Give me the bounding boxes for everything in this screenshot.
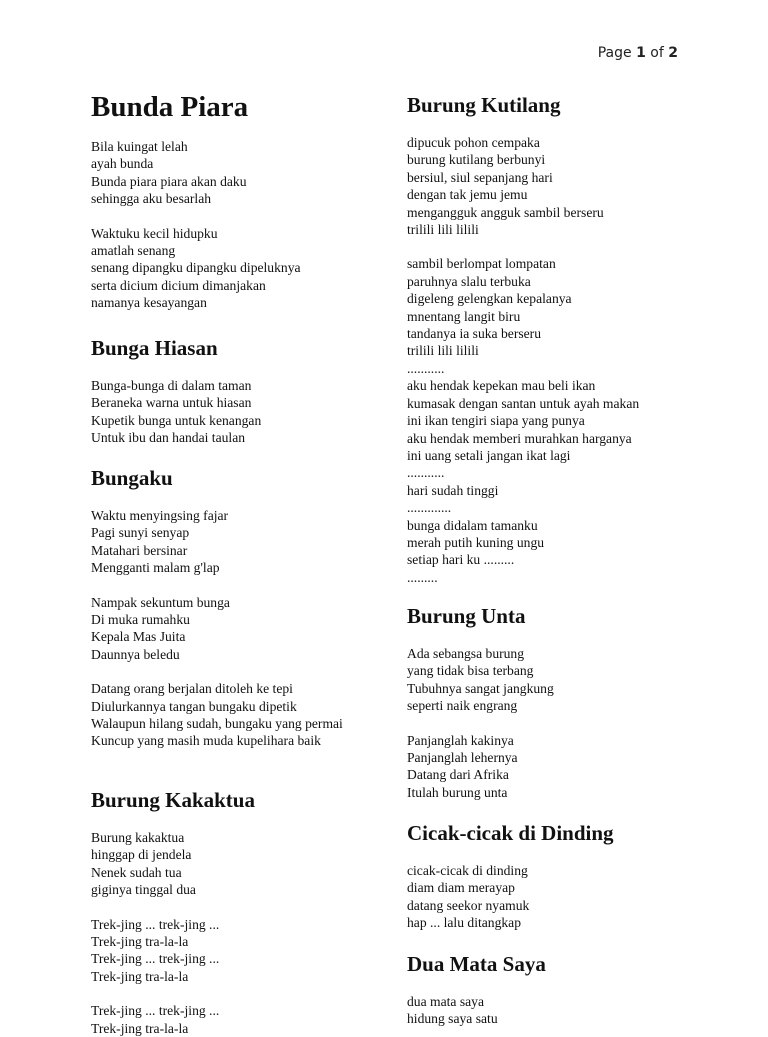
poem-line: .............	[407, 500, 452, 516]
poem-line: merah putih kuning ungu	[407, 534, 545, 550]
poem-line: Tubuhnya sangat jangkung	[407, 680, 554, 696]
poem-line: Ada sebangsa burung	[407, 646, 525, 661]
poem-title: Bungaku	[91, 466, 173, 490]
poem-line: sehingga aku besarlah	[91, 191, 212, 207]
poem-line: dipucuk pohon cempaka	[407, 135, 540, 150]
poem-line: Panjanglah kakinya	[407, 732, 514, 748]
poem-line: yang tidak bisa terbang	[407, 663, 534, 679]
page-of: of	[650, 45, 664, 61]
poem-line: Di muka rumahku	[91, 612, 190, 628]
poem-line: Datang orang berjalan ditoleh ke tepi	[91, 681, 293, 697]
current-page-number: 1	[636, 45, 646, 61]
poem-line: Nampak sekuntum bunga	[91, 594, 230, 610]
poem-title: Burung Unta	[407, 604, 526, 628]
poem-line: Pagi sunyi senyap	[91, 525, 190, 541]
total-page-number: 2	[668, 45, 678, 61]
poem-line: Burung kakaktua	[91, 830, 185, 845]
poem-line: Matahari bersinar	[91, 542, 188, 558]
poem-line: serta dicium dicium dimanjakan	[91, 277, 266, 293]
poem-line: kumasak dengan santan untuk ayah makan	[407, 395, 640, 411]
poem-line: hinggap di jendela	[91, 847, 192, 863]
poem-line: ...........	[407, 360, 445, 376]
poem-line: hap ... lalu ditangkap	[407, 915, 522, 931]
poem-title: Bunga Hiasan	[91, 336, 218, 360]
poem-stanza	[91, 138, 381, 208]
poem-line: Walaupun hilang sudah, bungaku yang permai Kuncup yang masih muda kupelihara baik	[91, 716, 343, 749]
poem-section	[91, 90, 381, 329]
page-prefix: Page	[597, 45, 632, 61]
poem-line: Mengganti malam g'lap	[91, 560, 220, 576]
poem-section	[407, 820, 707, 949]
poem-line: aku hendak memberi murahkan harganya	[407, 430, 632, 446]
poem-stanza	[91, 829, 381, 899]
poem-line: Trek-jing tra-la-la	[91, 968, 189, 984]
poem-stanza	[91, 225, 381, 312]
poem-line: Trek-jing ... trek-jing ...	[91, 951, 220, 967]
poem-stanza	[407, 255, 707, 586]
page-indicator	[598, 45, 678, 61]
poem-line: Kupetik bunga untuk kenangan	[91, 412, 262, 428]
poem-line: Nenek sudah tua	[91, 864, 182, 880]
poem-section	[407, 92, 707, 603]
poem-stanza	[91, 916, 381, 986]
poem-line: Trek-jing ... trek-jing ...	[91, 1003, 220, 1019]
poem-line: Trek-jing tra-la-la	[91, 934, 189, 950]
poem-line: tandanya ia suka berseru	[407, 326, 541, 342]
poem-title: Dua Mata Saya	[407, 952, 546, 976]
poem-line: dengan tak jemu jemu	[407, 187, 528, 203]
poem-line: Bunga-bunga di dalam taman	[91, 378, 252, 393]
poem-line: ini ikan tengiri siapa yang punya	[407, 413, 585, 429]
poem-line: Trek-jing ... trek-jing ...	[91, 916, 220, 932]
poem-stanza	[91, 377, 381, 447]
poem-line: hari sudah tinggi	[407, 482, 499, 498]
poem-line: setiap hari ku .........	[407, 552, 515, 568]
poem-section	[91, 465, 381, 767]
poem-line: amatlah senang	[91, 243, 176, 259]
poem-section	[407, 603, 707, 818]
poem-title: Burung Kutilang	[407, 93, 561, 117]
poem-line: Bila kuingat lelah	[91, 139, 188, 154]
poem-line: Trek-jing tra-la-la	[91, 1020, 189, 1036]
poem-title: Bunda Piara	[91, 91, 249, 123]
poem-line: Itulah burung unta	[407, 784, 508, 800]
poem-line: Untuk ibu dan handai taulan	[91, 430, 246, 446]
poem-line: ayah bunda	[91, 156, 154, 172]
poem-line: Daunnya beledu	[91, 646, 180, 662]
poem-line: Waktuku kecil hidupku	[91, 225, 218, 241]
poem-line: mengangguk angguk sambil berseru	[407, 204, 604, 220]
poem-line: bunga didalam tamanku	[407, 517, 538, 533]
poem-line: Diulurkannya tangan bungaku dipetik	[91, 698, 297, 714]
poem-line: cicak-cicak di dinding	[407, 863, 528, 878]
poem-section	[91, 787, 381, 1037]
poem-line: trilili lili lilili	[407, 343, 479, 359]
poem-line: Waktu menyingsing fajar	[91, 508, 229, 523]
poem-stanza	[407, 732, 707, 802]
poem-stanza	[407, 993, 707, 1028]
poem-line: diam diam merayap	[407, 880, 515, 896]
poem-line: seperti naik engrang	[407, 698, 518, 714]
poem-line: namanya kesayangan	[91, 295, 207, 311]
poem-line: sambil berlompat lompatan	[407, 256, 556, 272]
poem-line: ...........	[407, 465, 445, 481]
poem-line: bersiul, siul sepanjang hari	[407, 169, 553, 185]
poem-line: hidung saya satu	[407, 1011, 498, 1027]
poem-line: ini uang setali jangan ikat lagi	[407, 447, 571, 463]
poem-line: trilili lili lilili	[407, 222, 479, 238]
poem-line: .........	[407, 569, 438, 585]
poem-line: Beraneka warna untuk hiasan	[91, 395, 252, 411]
poem-line: paruhnya slalu terbuka	[407, 273, 531, 289]
poem-line: Kepala Mas Juita	[91, 629, 186, 645]
poem-line: aku hendak kepekan mau beli ikan	[407, 378, 596, 394]
poem-stanza	[407, 862, 707, 932]
poem-line: burung kutilang berbunyi	[407, 152, 546, 168]
poem-stanza	[91, 507, 381, 577]
poem-line: giginya tinggal dua	[91, 882, 196, 898]
poem-line: Datang dari Afrika	[407, 767, 509, 783]
poem-stanza	[407, 134, 707, 238]
poem-line: senang dipangku dipangku dipeluknya	[91, 260, 301, 276]
poem-title: Burung Kakaktua	[91, 788, 255, 812]
poem-stanza	[91, 594, 381, 664]
poem-line: Bunda piara piara akan daku	[91, 173, 247, 189]
poem-stanza	[91, 680, 381, 750]
poem-line: mnentang langit biru	[407, 308, 521, 324]
poem-stanza	[91, 1002, 381, 1037]
poem-line: digeleng gelengkan kepalanya	[407, 291, 572, 307]
poem-title: Cicak-cicak di Dinding	[407, 821, 614, 845]
poem-line: dua mata saya	[407, 994, 484, 1009]
poem-stanza	[407, 645, 707, 715]
poem-section	[407, 951, 707, 1028]
poem-section	[91, 335, 381, 464]
poem-line: datang seekor nyamuk	[407, 897, 530, 913]
poem-line: Panjanglah lehernya	[407, 750, 518, 766]
